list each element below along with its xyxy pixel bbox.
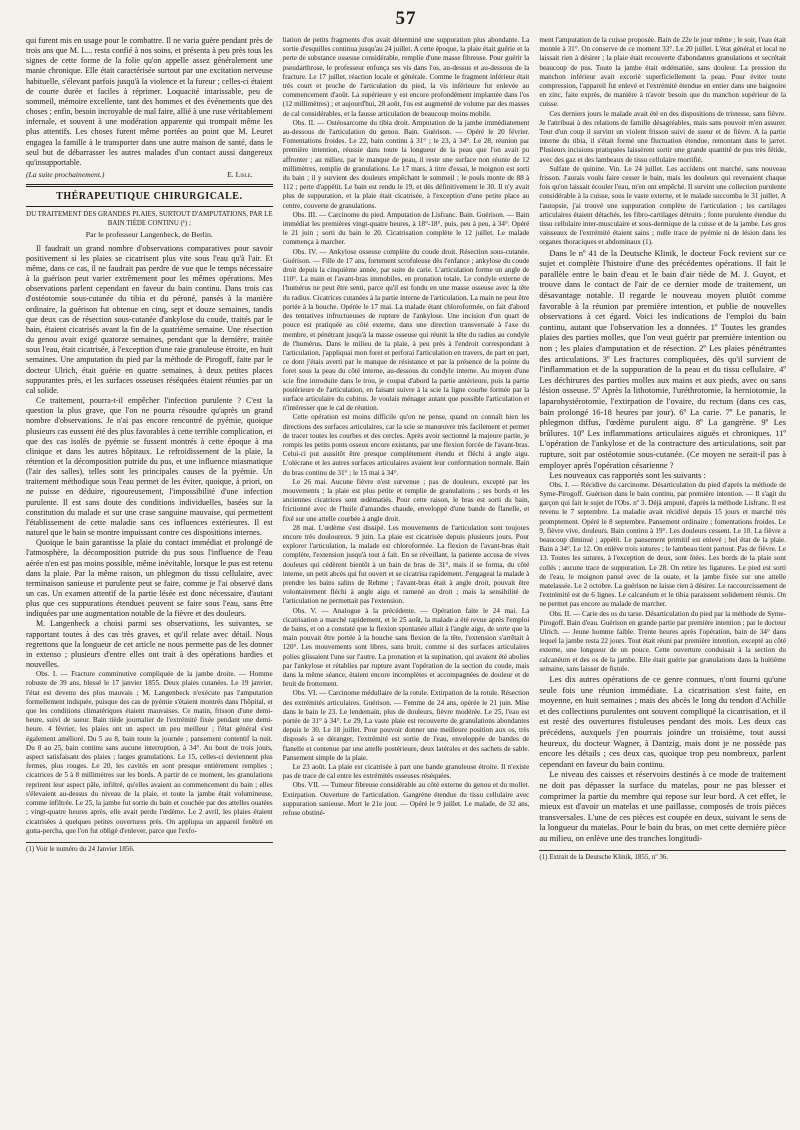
paragraph: Ces derniers jours le malade avait été en des dispositions de tristesse, sans fièvre. Je l'attribuai à des relations de famille désagréables, mais sans pouvoir m'en assurer. Tout d'un coup il survint un violent frisson suivi de sueur et de fièvre. A la partie interne du tibia, il s'était formé une fluctuation étendue, remontant dans le jarret. Plusieurs incisions pratiquées laissèrent sortir une grande quantité de pus très fétide, avec des gaz et des lambeaux de tissu cellulaire mortifié. [539,109,787,164]
observation-7: Obs. VII. — Tumeur fibreuse considérable au côté externe du genou et du mollet. Extirpation. Ouverture de l'articulation. Gangrène étendue du tissu cellulaire avec suppuration sanieuse. Mort le 21e jour. — Opéré le 9 juillet. Le malade, de 32 ans, refuse obstiné- [282,781,530,818]
paragraph: M. Langenbeck a choisi parmi ses observations, les suivantes, se rapportant toutes à des cas très graves, et qu'il relate avec détail. Nous regrettons que la longueur de cet article ne nous permette pas de les donner in extenso ; plusieurs d'entre elles ont trait à des opérations hardies et nouvelles. [26,619,273,670]
paragraph: Le 23 août. La plaie est cicatrisée à part une bande granuleuse étroite. Il n'existe pas de trace de cal entre les extrémités osseuses réséquées. [282,763,530,781]
paragraph: Dans le nº 41 de la Deutsche Klinik, le docteur Fock revient sur ce sujet et complète l'histoire d'une des précédentes opérations. Il fait le parallèle entre le bain d'eau et le bain d'air tiède de M. J. Guyot, et trouve dans le contact de l'air de ce dernier mode de traitement, un désavantage notable. Il regarde le nouveau moyen plutôt comme favorable à la réunion par première intention, et publie de nouvelles observations à cet égard. Voici les indications de l'emploi du bain continu, autant que l'observation les a données. 1º Toutes les grandes plaies des parties molles, que l'on veut guérir par première intention ou non ; les plaies d'amputation et de résection. 2º Les plaies pénétrantes des articulations. 3º Les fractures compliquées, dès qu'il survient de l'inflammation et de la suppuration de la peau et du tissu cellulaire. 4º Les déchirures des parties molles aux mains et aux pieds, avec ou sans lésion osseuse. 5º Après la lithotomie, l'uréthrotomie, la herniotomie, la laparohystérotomie, l'extirpation de l'ovaire, du rectum (dans ces cas, bain prolongé 16-18 heures par jour). 6º La carie. 7º Le panaris, le phlegmon diffus, l'œdème purulent aigu. 8º La gangrène. 9º Les brûlures. 10º Les inflammations articulaires aiguës et chroniques. 11º L'opération de l'ankylose et de la contracture des articulations, soit par rupture, soit par ostéotomie sous-cutanée. (Ce moyen ne serait-il pas à employer après l'opération césarienne ? [539,247,787,470]
observation-5: Obs. V. — Analogue à la précédente. — Opération faite le 24 mai. La cicatrisation a marché rapidement, et le 25 août, la malade a été revue après l'emploi de bains, et on a constaté que la flexion spontanée allait à l'angle aigu, de sorte que la main pouvait être portée à la bouche sans flexion de la tête, l'extension s'arrêtait à 120°. Les mouvements sont libres, sans bruit, comme si des surfaces articulaires polies glissaient l'une sur l'autre. La pronation et la supination, qui avaient été abolies par l'ankylose et rétablies par rupture avant l'opération de la section du coude, mais dans la même séance, étaient encore incomplètes et accompagnées de douleur et de bruit de frottement. [282,606,530,689]
observation-1-continued: liation de petits fragments d'os avait déterminé une suppuration plus abondante. La sortie d'esquilles continua jusqu'au 24 juillet. A cette époque, la plaie était guérie et la perte de substance osseuse considérable, remplie d'une masse fibreuse. Pour guérir la pseudarthrose, le professeur enfonça ses vis dans l'os, au-dessus et au-dessous de la fracture. Le 17 juillet, réaction locale et générale. Comme le fragment inférieur était très court et proche de l'articulation du pied, la vis inférieure fut enlevée au commencement d'août. La supérieure y est encore profondément implantée dans l'os (12 millimètres) ; et aujourd'hui, 28 août, l'os est augmenté de volume par des masses de cal considérables, et la fausse articulation de beaucoup moins mobile. [282,36,530,118]
paragraph: 28 mai. L'œdème s'est dissipé. Les mouvements de l'articulation sont toujours encore très douloureux. 9 juin. La plaie est cicatrisée depuis plusieurs jours. Pour explorer l'articulation, la malade est chloroformée. La flexion de l'avant-bras était complète, l'extension jusqu'à tout à fait. En se réveillant, la patiente accusa de vives douleurs qui cédèrent bientôt à un bain de bras de 31°, mais il se forma, du côté interne, un petit abcès qui fut ouvert et se cicatrisa rapidement. J'engageai la malade à prendre les bains salins de Rehme ; l'avant-bras était à angle droit, pouvait être volontairement fléchi à angle aigu et ramené au droit ; mais la sensibilité de l'articulation ne permettait pas l'extension. [282,523,530,606]
title-divider [26,206,273,207]
footnote: (1) Extrait de la Deutsche Klinik, 1855, nº 36. [539,850,786,862]
article-continuation: qui furent mis en usage pour le combattre. Il ne varia guère pendant près de trois ans que M. L... resta confié à nos soins, et présenta à peu près tous les signes de cette forme de la folie qu'on appelle assez généralement une manie chronique. Elle était caractérisée surtout par une excitation nerveuse habituelle, s'élevant parfois jusqu'à la violence et la fureur ; celles-ci étaient de courte durée et faciles à réprimer. Loquacité intarissable, peu de sommeil, mémoire excellente, tant des hommes et des événements que des choses ; enfin, besoin incroyable de mal faire, allié à une ruse véritablement infernale, et souvent à une modération apparente qui trompait même les plus attentifs. Les choses furent même portées au point que M. Leuret engagea la famille à le transporter dans une autre maison de santé, dans le seul but de débarrasser les autres malades d'un contact aussi dangereux qu'insupportable. [26,36,273,167]
new-observation-2: Obs. II. — Carie des os du tarse. Désarticulation du pied par la méthode de Syme-Pirogoff. Bain d'eau. Guérison en grande partie par première intention ; par le docteur Ulrich. — Jeune homme faible. Trente heures après l'opération, bain de 34° dans lequel la jambe resta 22 jours. Tout était réuni par première intention, excepté au côté externe, une longueur de un pouce. Cette ouverture conduisait à la section du calcanéum et des os de la jambe. Elle était guérie par granulations dans la huitième semaine, sans laisser de fistule. [539,609,787,673]
paragraph: Ce traitement, pourra-t-il empêcher l'infection purulente ? C'est la question la plus grave, que l'on ne pourra résoudre qu'après un grand nombre d'observations. Je n'ai pas encore rencontré de pyémie, quoique plusieurs cas eussent été des plus favorables à cette terrible complication, et que des cas isolés de pyémie se fussent montrés à cette époque à ma clinique et dans les autres hôpitaux. Le refroidissement de la plaie, la rétention et la décomposition putride du pus, et une influence miasmatique (l'air des salles), telles sont les principales causes de la pyémie. Un traitement méthodique sous l'eau permet de les éviter, quoique, à priori, on ne puisse en déduire, rigoureusement, l'impossibilité d'une infection purulente. Il est sans doute des conditions individuelles, basées sur la constitution du malade et sur une crase sanguine mauvaise, qui permettent l'établissement de cette maladie sans ces influences extérieures. Il est naturel que le bain se montre impuissant contre ces dispositions internes. [26,396,273,538]
paragraph: Cette opération est moins difficile qu'on ne pense, quand on connaît bien les directions des surfaces articulaires, car la scie se manœuvre très facilement et permet de tracer toutes les courbes et des cercles. Après avoir sectionné la majeure partie, je rompis les petits ponts osseux encore existants, par une flexion forcée de l'avant-bras. Celui-ci put aussitôt être presque complètement étendu et fléchi à angle aigu. L'olécrane et les autres surfaces articulaires avaient leur conformation normale. Bain du bras continu de 31° ; le 15 mai à 34°. [282,413,530,477]
observation-3: Obs. III. — Carcinome du pied. Amputation de Lisfranc. Bain. Guérison. — Bain immédiat les premières vingt-quatre heures, à 18°-18°, puis, peu à peu, à 34°. Opéré le 21 juin ; sorti du bain le 20. Cicatrisation complète le 12 juillet. Le malade commença à marcher. [282,210,530,247]
observation-2: Obs. II. — Ostéosarcome du tibia droit. Amputation de la jambe immédiatement au-dessous de l'articulation du genou. Bain. Guérison. — Opéré le 20 février. Fomentations froides. Le 22, bain continu à 31° ; le 23, à 34°. Le 28, réunion par première intention, réussie dans toute la longueur de la peau que l'on avait pu affronter ; au milieu, par le manque de peau, il reste une surface non réunie de 12 millimètres, remplie de granulations. Le 17 mars, à titre d'essai, le moignon est sorti du bain ; il y survient des douleurs empêchant le sommeil ; le pouls monte de 88 à 112 ; perte d'appétit. Le bain est rendu le 19, et dès définitivement le 30. Il n'y avait plus de suppuration, et la plaie était cicatrisée, à l'exception d'une petite place au centre, couverte de granulations. [282,118,530,210]
paragraph: Sulfate de quinine. Vin. Le 24 juillet. Les accidens ont marché, sans nouveau frisson. J'aurais voulu faire cesser le bain, mais les douleurs qui revenaient chaque fois qu'on laissait écouler l'eau, m'en ont empêché. Il survint une collection purulente considérable à la cuisse, sous le vaste externe, et le malade succomba le 31 juillet. A l'autopsie, j'ai trouvé une suppuration complète de l'articulation ; les cartilages articulaires étaient détachés, les fibro-cartilages détruits ; fonte purulente étendue du tissu cellulaire inter-musculaire et sous-dermique de la cuisse et de la jambe. Les gros vaisseaux de l'extrémité étaient sains ; nulle trace de pyémie ni de lésion dans les organes thoraciques et abdominaux (1). [539,164,787,247]
paragraph: Les nouveaux cas rapportés sont les suivants : [549,470,706,481]
signature-line [26,170,273,180]
column-1 [26,36,273,1121]
paragraph: Il faudrait un grand nombre d'observations comparatives pour savoir positivement si les plaies se cicatrisent plus vite sous l'eau qu'à l'air. Et même, dans ce cas, il ne faudrait pas perdre de vue que le temps nécessaire à la guérison peut varier extrêmement pour les mêmes opérations. Mes observations parlent cependant en faveur du bain continu. Dans trois cas d'ostéotomie sous-cutanée du tibia et du péroné, pansés à la manière ordinaire, la guérison fut obtenue en cinq, sept et douze semaines, tandis que deux cas de résection sous-cutanée d'ankylose du coude, traités par le bain, étaient cicatrisés avant la fin de la quatrième semaine. Une résection du genou avait exigé quatorze semaines, pendant que la dernière, traitée sous l'eau, était cicatrisée, à l'exception d'une raie granuleuse étroite, en huit semaines. Une amputation du pied par la méthode de Pirogoff, faite par le docteur Ulrich, était guérie en quatre semaines, à deux petites places suppurantes près, et les surfaces osseuses réséquées étaient réunies par un cal solide. [26,243,273,395]
article-subtitle: DU TRAITEMENT DES GRANDES PLAIES, SURTOUT D'AMPUTATIONS, PAR LE BAIN TIÈDE CONTINU (¹) ; [26,211,273,227]
paragraph: Quoique le bain garantisse la plaie du contact immédiat et prolongé de l'atmosphère, la décomposition putride du pus sous l'influence de l'eau aérée n'en est pas moins possible, même inévitable, lorsque le pus est retenu dans la plaie. Par la même raison, un phlegmon du tissu cellulaire, avec terminaison sanieuse et purulente peut se faire, comme je l'ai observé dans un cas. Un examen attentif de la partie lésée est donc nécessaire, d'autant plus que ces suppurations étendues peuvent se faire sous l'eau, sans être indiquées par une augmentation notable de la fièvre et des douleurs. [26,538,273,619]
observation-7-continued: ment l'amputation de la cuisse proposée. Bain de 22e le jour même ; le soir, l'eau était montée à 31°. On conserve de ce moment 33°. Le 20 juillet. L'état général et local ne laissait rien à désirer ; la plaie était recouverte d'abondantes granulations et secrétait beaucoup de pus. Toute la jambe était œdématiée, sans douleur. La pression du manchon inférieur avait excoriè superficiellement la peau. Pour éviter toute compression, l'appareil fut enlevé et l'extrémité étendue en entier dans une baignoire en zinc, faite exprès, de manière à n'avoir besoin que du manchon supérieur de la cuisse. [539,36,787,109]
observation-1: Obs. I. — Fracture comminutive compliquée de la jambe droite. — Homme robuste de 39 ans, blessé le 17 janvier 1855. Deux plaies cutanées. Le 19 janvier, l'état est devenu des plus mauvais ; M. Langenbeck n'exécute pas l'amputation formellement indiquée, puisque des cas de pyémie s'étaient montrés dans l'hôpital, et que les conditions climatériques étaient mauvaises. Ce matin, frisson d'une demi-heure, suivi de sueur. Bain tiède journalier de l'extrémité fixée pendant une demi-heure. 4 février, les plaies ont un aspect un peu meilleur ; l'état général s'est également amélioré. Du 5 au 8, bain toute la journée ; pansement contentif la nuit. Du 8 au 25, bain continu sans aucune interruption, à 34°. Au bout de trois jours, aspect satisfaisant des plaies ; larges granulations. Le 15, celles-ci deviennent plus fermes, plus rouges. Le 20, les cavités en sont presque entièrement remplies ; cicatrices de 5 à 8 millimètres sur les bords. A partir de ce moment, les granulations reprirent leur aspect pâle, infiltré, qu'elles avaient au commencement du bain ; elles s'élevaient au-dessus du niveau de la plaie, et toute la jambe était volumineuse, comme infiltrée. Le 25, la jambe fut sortie du bain et couchée par des attelles ouatées ; vingt-quatre heures après, elle avait perdu l'œdème. Le 2 avril, les plaies étaient cicatrisées à quelques petites ouvertures près. On appliqua un appareil fenêtré en gutta-percha, que l'on fut obligé d'enlever, parce que l'exfo- [26,670,273,835]
paragraph: Les dix autres opérations de ce genre connues, n'ont fourni qu'une seule fois une réunion immédiate. La cicatrisation s'est faite, en moyenne, en huit semaines ; mais des abcès le long du tendon d'Achille et des collections purulentes ont souvent compliqué la cicatrisation, et il est resté des ouvertures fistuleuses pendant des mois. Les deux cas précédens, auxquels j'en pourrais joindre un troisième, tout aussi heureux, du docteur Wagner, à Dantzig, mais dont je ne possède pas encore les détails ; ces deux cas, quoique trop peu nombreux, parlent cependant en faveur du bain continu. [539,674,787,769]
page-number: 57 [395,8,417,29]
observation-6: Obs. VI. — Carcinome médullaire de la rotule. Extirpation de la rotule. Résection des extrémités articulaires. Guérison. — Femme de 24 ans, opérée le 21 juin. Mise dans le bain le 23. Le lendemain, plus de douleurs, fièvre modérée. Le 25, l'eau est portée de 31° à 34°. Le 29, La vaste plaie est recouverte de granulations abondantes depuis le 30. Le 18 juillet. Pour pouvoir donner une meilleure position aux os, très disposés à se déranger, l'extrémité est sortie de l'eau, enveloppée de bandes de flanelle et contenue par une attelle postérieure, deux latérales et des sachets de sable. Pansement simple de la plaie. [282,689,530,762]
new-observation-1: Obs. I. — Récidive du carcinome. Désarticulation du pied d'après la méthode de Syme-Pirogoff. Guérison dans le bain continu, par première intention. — Il s'agit du garçon qui fait le sujet de l'Obs. nº 3. Déjà amputé, d'après la méthode Lisfranc. Il est revenu le 7 septembre. La maladie avait récidivé depuis 15 jours et marché très promptement. Opéré le 8 septembre. Pansement ordinaire ; fomentations froides. Le 9, fièvre vive, douleurs. Bain continu à 19°. Les douleurs cessent. Le 10. La fièvre a beaucoup diminué ; appétit. Le pansement primitif est enlevé ; bel état de la plaie. Bain à 34°. Le 12. On enlève trois sutures ; le lambeau tient partout. Pas de fièvre. Le 13. Toutes les sutures, à l'exception de deux, sont ôtées. Les bords de la plaie sont collés ; aucune trace de suppuration. Le 28. On retire les ligatures. Le pied est sorti de l'eau, le moignon pansé avec de la ouate, et la jambe fixée sur une attelle matelassée. Le 2 octobre. La guérison ne laisse rien à désirer. Le raccourcissement de l'extrémité est de 6 lignes. Le calcanéum et le tibia paraissent solidement réunis. On ne permet pas encore au malade de marcher. [539,480,787,609]
paragraph: Le 26 mai. Aucune fièvre n'est survenue ; pas de douleurs, excepté par les mouvements ; la plaie est plus petite et remplie de granulations ; ses bords et les anciennes cicatrices sont œdématiés. Pour cette raison, le bras est sorti du bain, frictionné avec de l'huile d'amandes chaude, enveloppé d'une bande de flanelle, et fixé sur une attelle courbée à angle droit. [282,477,530,523]
article-author: E. Lisle. [227,170,253,180]
observation-4: Obs. IV. — Ankylose osseuse complète du coude droit. Résection sous-cutanée. Guérison. — Fille de 17 ans, fortement scrofuleuse dès l'enfance ; ankylose du coude droit depuis la cinquième année, par suite de carie. L'articulation forme un angle de 110°. La main et l'avant-bras immobiles, en pronation totale. Le condyle externe de l'humérus ne peut être senti, parce qu'il est fondu en une masse osseuse avec la tête du radius. Cicatrices cutanées à la partie interne de l'articulation. La main ne peut être portée à la bouche. Opérée le 17 mai. La malade étant chloroformée, on fait d'abord des tentatives infructueuses de rupture de l'ankylose. Une incision d'un quart de pouce est pratiquée au côté externe, dans une direction transversale à l'axe du membre, et pénétrant jusqu'à la masse osseuse qui réunit la tête du radius au condyle de l'humérus. Dans le milieu de la plaie, à peu près à l'endroit correspondant à l'articulation, j'appliquai mon foret et perforai l'articulation en travers, de part en part, ce dont j'étais averti par le manque de résistance et par la présence de la pointe du foret sous la peau du côté interne, au-dessous du condyle interne. Au moyen d'une scie fine introduite dans le trou, je coupai d'abord la partie antérieure, puis la partie postérieure de l'articulation, en faisant suivre à la scie la ligne courbe formée par la surface articulaire du cubitus. Je voulais ménager autant que possible l'articulation et n'intéresser que le cal de réunion. [282,247,530,413]
article-byline: Par le professeur Langenbeck, de Berlin. [85,229,213,239]
column-3 [539,36,786,1121]
to-be-continued: (La suite prochainement.) [26,170,105,180]
footnote: (1) Voir le numéro du 24 Janvier 1856. [26,842,273,854]
paragraph: Le niveau des caisses et réservoirs destinés à ce mode de traitement ne doit pas dépasser la surface du matelas, pour ne pas blesser et comprimer la partie du membre qui repose sur leur bord. A cet effet, le mieux est d'avoir un matelas et une paillasse, composés de trois pièces transversales. L'une de ces pièces est coupée en deux, suivant le sens de la longueur du matelas. Pour le bain du bras, on met cette dernière pièce au milieu, on enlève une des tranches longitudi- [539,769,787,843]
section-divider [26,184,273,187]
column-2 [283,36,530,1121]
section-title: THÉRAPEUTIQUE CHIRURGICALE. [56,191,243,203]
columns [26,36,786,1121]
